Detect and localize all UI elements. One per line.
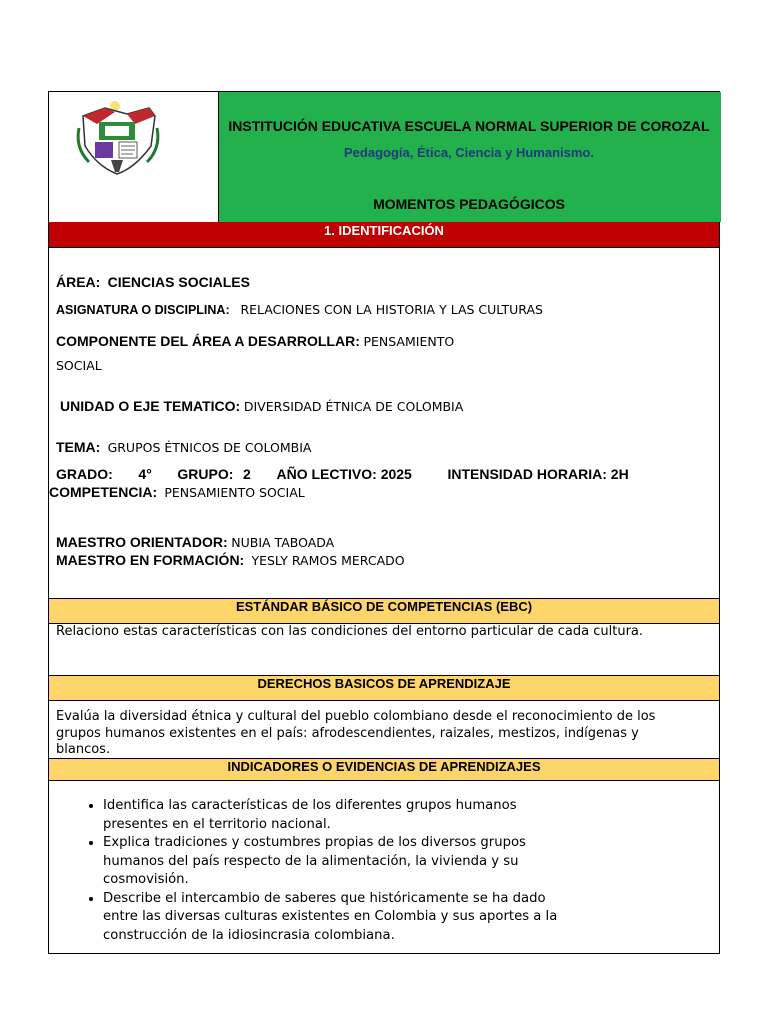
topic-value: GRUPOS ÉTNICOS DE COLOMBIA [107,440,312,455]
component-value-cont: SOCIAL [56,358,102,373]
area-value: CIENCIAS SOCIALES [107,274,250,290]
ebc-heading: ESTÁNDAR BÁSICO DE COMPETENCIAS (EBC) [49,598,719,624]
indicators-heading: INDICADORES O EVIDENCIAS DE APRENDIZAJES [49,758,719,781]
competence-value: PENSAMIENTO SOCIAL [164,485,305,500]
trainee-value: YESLY RAMOS MERCADO [251,553,405,568]
group-value: 2 [243,466,251,482]
trainee-label: MAESTRO EN FORMACIÓN: [56,552,245,568]
grade-row [56,466,629,482]
topic-label: TEMA: [56,439,101,455]
teacher-value: NUBIA TABOADA [231,535,335,550]
area-row [56,274,250,290]
subject-label: ASIGNATURA O DISCIPLINA: [56,303,230,317]
competence-row [49,484,305,500]
dba-line-3: blancos. [56,742,111,757]
school-crest-logo [75,98,185,178]
document-header [49,92,719,222]
lesson-plan-document [48,91,720,954]
component-value: PENSAMIENTO [363,334,455,349]
logo-cell [49,92,219,222]
area-label: ÁREA: [56,274,101,290]
dba-line-1: Evalúa la diversidad étnica y cultural del pueblo colombiano desde el reconocimiento de los [56,709,656,724]
teacher-row [56,534,334,550]
dba-line-2: grupos humanos existentes en el país: afrodescendientes, raizales, mestizos, indígenas y [56,725,639,741]
list-item: • Explica tradiciones y costumbres propias de los diversos grupos humanos del país respecto de la alimentación, la vivienda y su cosmovisión. [103,834,583,890]
header-title-cell [219,92,721,222]
institution-motto: Pedagogía, Ética, Ciencia y Humanismo. [344,145,594,160]
year-label: AÑO LECTIVO: 2025 [276,466,412,482]
teacher-label: MAESTRO ORIENTADOR: [56,534,228,550]
trainee-row [56,552,405,568]
component-row-cont [56,358,102,373]
hours-label: INTENSIDAD HORARIA: 2H [447,466,629,482]
section-title: MOMENTOS PEDAGÓGICOS [373,196,565,212]
unit-row [60,398,463,414]
ebc-text: Relaciono estas características con las condiciones del entorno particular de cada cultura. [56,624,644,639]
grade-label: GRADO: [56,466,113,482]
component-label: COMPONENTE DEL ÁREA A DESARROLLAR: [56,333,360,349]
list-item: • Describe el intercambio de saberes que históricamente se ha dado entre las diversas culturas existentes en Colombia y sus aportes a la construcción de la idiosincrasia colombiana. [103,890,583,946]
component-row [56,333,454,349]
identification-details [49,248,719,598]
subject-value: RELACIONES CON LA HISTORIA Y LAS CULTURAS [240,302,543,317]
unit-value: DIVERSIDAD ÉTNICA DE COLOMBIA [243,399,464,414]
indicators-list [79,797,583,945]
group-label: GRUPO: [177,466,234,482]
list-item: • Identifica las características de los diferentes grupos humanos presentes en el territorio nacional. [103,797,583,834]
dba-text [56,709,711,759]
topic-row [56,439,311,455]
grade-value: 4° [138,466,152,482]
subject-row [56,302,543,317]
unit-label: UNIDAD O EJE TEMATICO: [60,398,241,414]
identification-heading: 1. IDENTIFICACIÓN [49,222,719,248]
institution-name: INSTITUCIÓN EDUCATIVA ESCUELA NORMAL SUPERIOR DE COROZAL [228,118,710,134]
dba-heading: DERECHOS BASICOS DE APRENDIZAJE [49,675,719,701]
competence-label: COMPETENCIA: [49,484,158,500]
